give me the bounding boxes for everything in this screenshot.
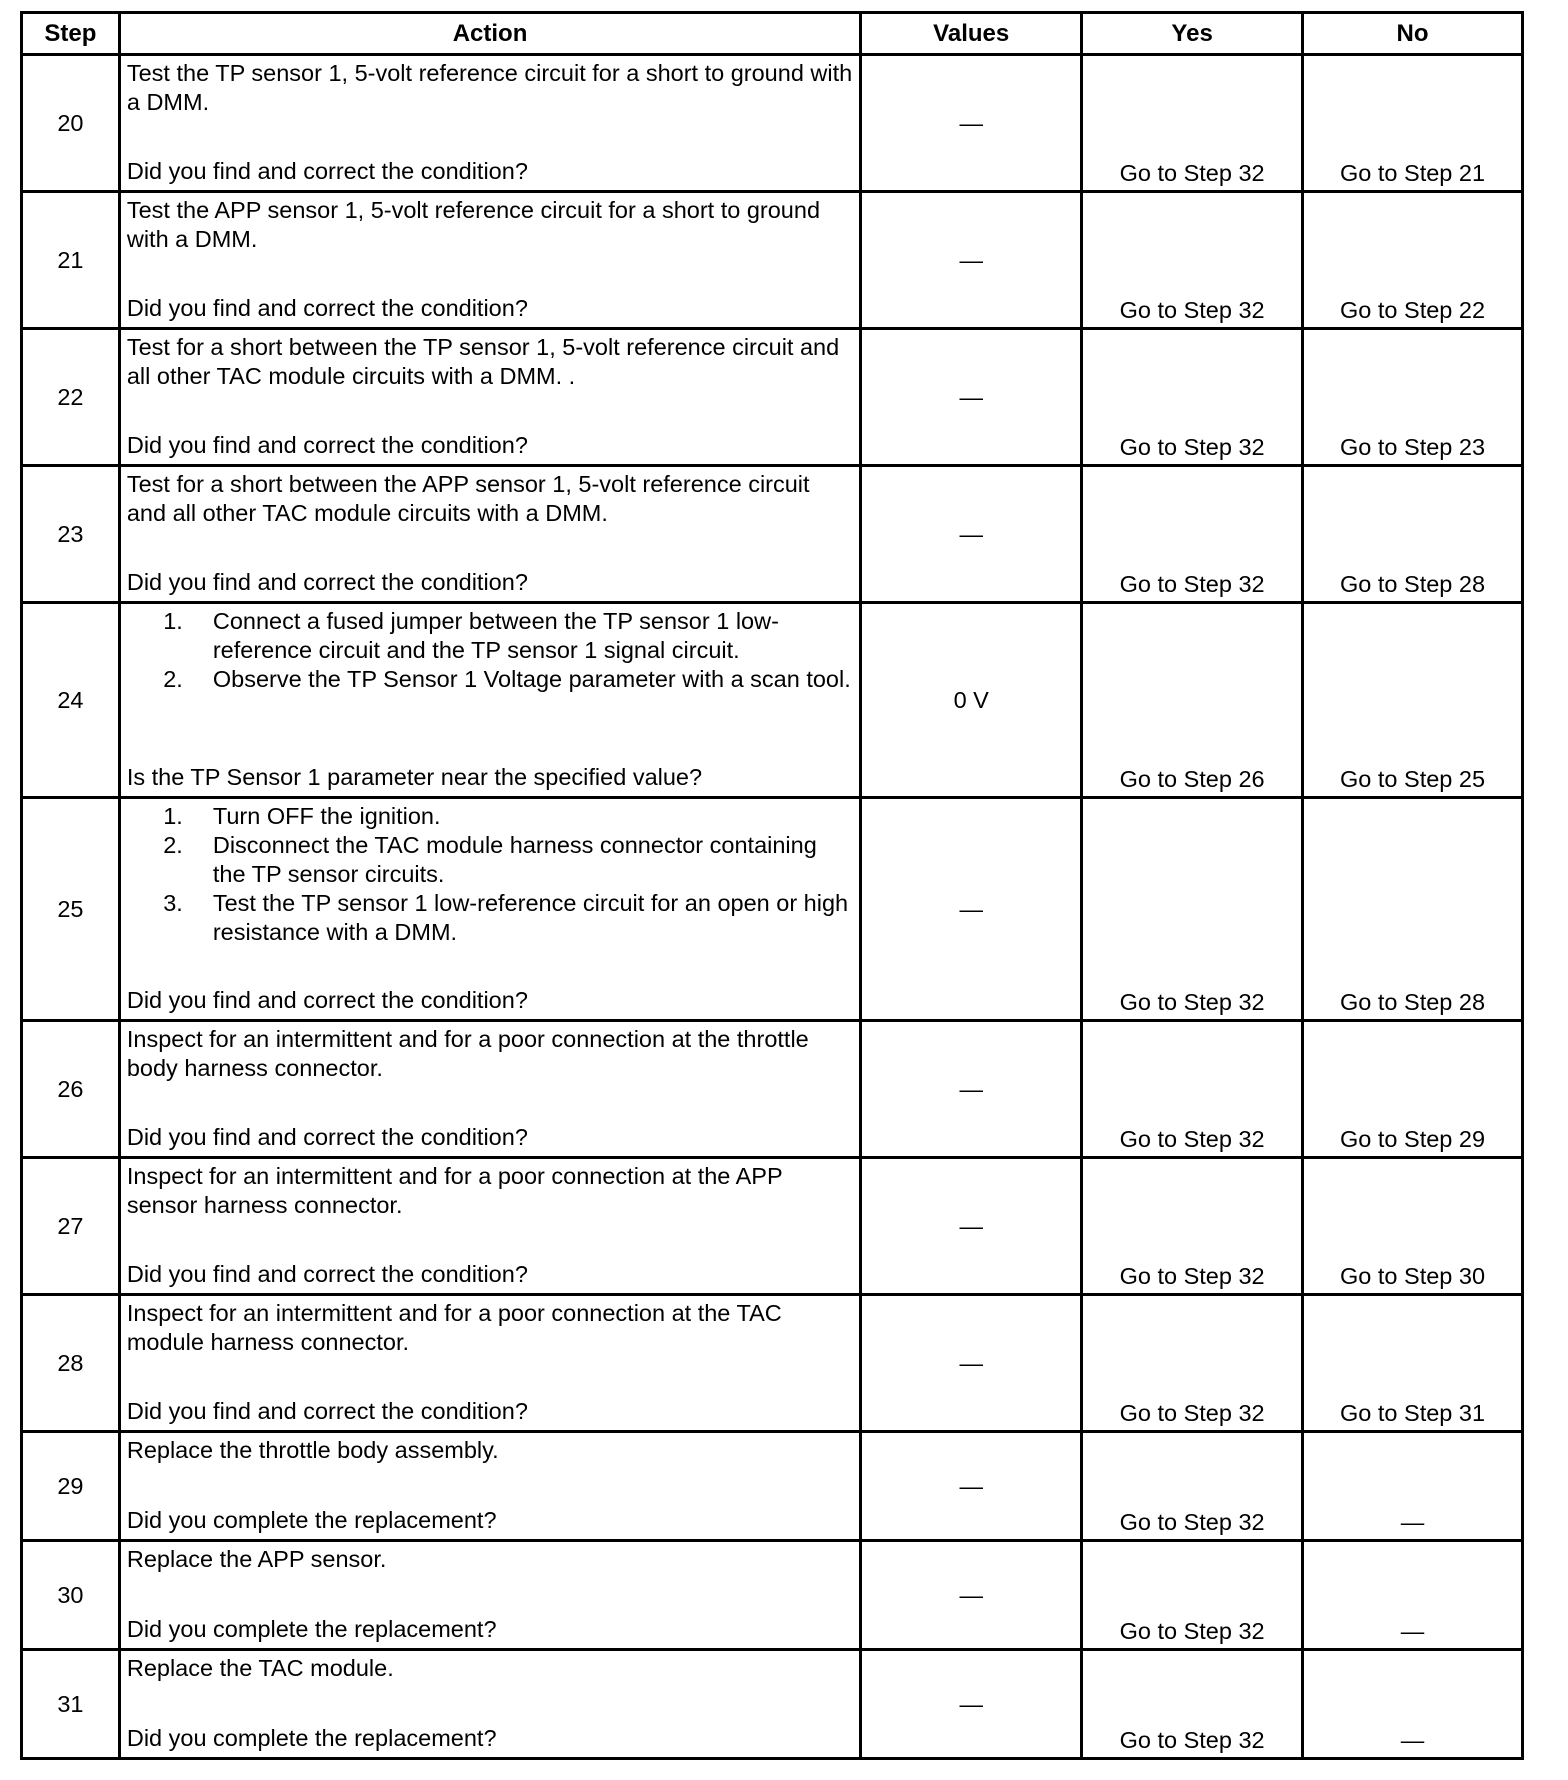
table-row [22, 192, 1523, 329]
action-instructions [127, 1545, 855, 1574]
action-cell [119, 603, 860, 798]
table-row [22, 1650, 1523, 1759]
action-instructions [127, 59, 855, 117]
action-cell [119, 466, 860, 603]
action-instructions [127, 607, 855, 694]
action-text: Test the APP sensor 1, 5-volt reference circuit for a short to ground with a DMM. [126, 197, 821, 252]
action-steps-list [127, 802, 855, 947]
table-row [22, 55, 1523, 192]
action-content [127, 1654, 855, 1753]
action-question: Did you find and correct the condition? [126, 569, 528, 595]
no-result: Go to Step 22 [1303, 192, 1523, 329]
header-yes: Yes [1082, 13, 1303, 55]
action-cell [119, 192, 860, 329]
action-step-number: 2. [163, 832, 183, 858]
value-cell: — [861, 329, 1082, 466]
no-result: Go to Step 25 [1303, 603, 1523, 798]
header-row [22, 13, 1523, 55]
value-cell: — [861, 798, 1082, 1021]
action-question: Did you find and correct the condition? [126, 158, 528, 184]
diagnostic-table [20, 11, 1524, 1760]
action-content [127, 1162, 855, 1289]
value-cell: — [861, 466, 1082, 603]
action-content [127, 802, 855, 1015]
step-number: 25 [22, 798, 120, 1021]
action-text: Inspect for an intermittent and for a poor connection at the TAC module harness connector. [126, 1300, 782, 1355]
action-instructions [127, 470, 855, 528]
action-step-item [127, 665, 855, 694]
yes-result: Go to Step 32 [1082, 1158, 1303, 1295]
yes-result: Go to Step 32 [1082, 192, 1303, 329]
table-row [22, 1432, 1523, 1541]
value-cell: — [861, 1021, 1082, 1158]
yes-result: Go to Step 32 [1082, 1295, 1303, 1432]
action-content [127, 1436, 855, 1535]
action-step-text: Turn OFF the ignition. [212, 803, 441, 829]
action-text: Test for a short between the APP sensor 1, 5-volt reference circuit and all other TAC module circuits with a DMM. [126, 471, 810, 526]
action-text: Test for a short between the TP sensor 1, 5-volt reference circuit and all other TAC module circuits with a DMM. . [126, 334, 840, 389]
action-content [127, 59, 855, 186]
header-action: Action [119, 13, 860, 55]
action-instructions [127, 802, 855, 947]
action-text: Replace the APP sensor. [126, 1546, 387, 1572]
table-row [22, 1158, 1523, 1295]
action-step-item [127, 831, 855, 889]
table-row [22, 1541, 1523, 1650]
action-instructions [127, 333, 855, 391]
yes-result: Go to Step 32 [1082, 1432, 1303, 1541]
action-text: Replace the TAC module. [126, 1655, 394, 1681]
no-result: — [1303, 1432, 1523, 1541]
value-cell: — [861, 1295, 1082, 1432]
yes-result: Go to Step 32 [1082, 1541, 1303, 1650]
no-result: Go to Step 28 [1303, 466, 1523, 603]
step-number: 24 [22, 603, 120, 798]
value-cell: — [861, 1541, 1082, 1650]
action-text: Inspect for an intermittent and for a poor connection at the throttle body harness connector. [126, 1026, 809, 1081]
action-cell [119, 1158, 860, 1295]
action-step-number: 1. [163, 608, 183, 634]
action-step-number: 1. [163, 803, 183, 829]
action-question: Did you complete the replacement? [126, 1725, 497, 1751]
action-question: Is the TP Sensor 1 parameter near the specified value? [126, 764, 703, 790]
table-row [22, 1295, 1523, 1432]
value-cell: — [861, 1158, 1082, 1295]
header-step: Step [22, 13, 120, 55]
action-content [127, 607, 855, 792]
no-result: Go to Step 30 [1303, 1158, 1523, 1295]
table-row [22, 1021, 1523, 1158]
action-instructions [127, 1654, 855, 1683]
header-values: Values [861, 13, 1082, 55]
table-row [22, 329, 1523, 466]
step-number: 29 [22, 1432, 120, 1541]
no-result: Go to Step 29 [1303, 1021, 1523, 1158]
step-number: 21 [22, 192, 120, 329]
header-no: No [1303, 13, 1523, 55]
action-instructions [127, 1025, 855, 1083]
yes-result: Go to Step 26 [1082, 603, 1303, 798]
action-content [127, 1545, 855, 1644]
action-text: Inspect for an intermittent and for a poor connection at the APP sensor harness connector. [126, 1163, 783, 1218]
action-instructions [127, 196, 855, 254]
action-cell [119, 798, 860, 1021]
yes-result: Go to Step 32 [1082, 55, 1303, 192]
action-step-number: 3. [163, 890, 183, 916]
step-number: 30 [22, 1541, 120, 1650]
no-result: Go to Step 31 [1303, 1295, 1523, 1432]
action-instructions [127, 1162, 855, 1220]
yes-result: Go to Step 32 [1082, 1650, 1303, 1759]
action-content [127, 196, 855, 323]
no-result: Go to Step 23 [1303, 329, 1523, 466]
action-question: Did you find and correct the condition? [126, 1124, 528, 1150]
action-step-item [127, 802, 855, 831]
action-question: Did you find and correct the condition? [126, 432, 528, 458]
action-cell [119, 1021, 860, 1158]
action-instructions [127, 1299, 855, 1357]
action-content [127, 470, 855, 597]
action-question: Did you complete the replacement? [126, 1507, 497, 1533]
step-number: 20 [22, 55, 120, 192]
value-cell: 0 V [861, 603, 1082, 798]
action-cell [119, 55, 860, 192]
no-result: Go to Step 28 [1303, 798, 1523, 1021]
table-row [22, 466, 1523, 603]
yes-result: Go to Step 32 [1082, 329, 1303, 466]
step-number: 28 [22, 1295, 120, 1432]
value-cell: — [861, 1650, 1082, 1759]
action-cell [119, 1432, 860, 1541]
table-row [22, 603, 1523, 798]
action-step-text: Disconnect the TAC module harness connector containing the TP sensor circuits. [212, 832, 817, 887]
action-cell [119, 1295, 860, 1432]
table-body [22, 55, 1523, 1759]
step-number: 26 [22, 1021, 120, 1158]
action-instructions [127, 1436, 855, 1465]
action-step-text: Observe the TP Sensor 1 Voltage parameter with a scan tool. [212, 666, 851, 692]
action-content [127, 333, 855, 460]
action-question: Did you complete the replacement? [126, 1616, 497, 1642]
value-cell: — [861, 1432, 1082, 1541]
yes-result: Go to Step 32 [1082, 466, 1303, 603]
action-question: Did you find and correct the condition? [126, 1398, 528, 1424]
step-number: 27 [22, 1158, 120, 1295]
action-step-number: 2. [163, 666, 183, 692]
action-cell [119, 1541, 860, 1650]
yes-result: Go to Step 32 [1082, 1021, 1303, 1158]
step-number: 31 [22, 1650, 120, 1759]
action-step-text: Connect a fused jumper between the TP sensor 1 low-reference circuit and the TP sensor 1 signal circuit. [212, 608, 779, 663]
no-result: Go to Step 21 [1303, 55, 1523, 192]
value-cell: — [861, 192, 1082, 329]
action-cell [119, 1650, 860, 1759]
action-question: Did you find and correct the condition? [126, 1261, 528, 1287]
action-steps-list [127, 607, 855, 694]
action-step-text: Test the TP sensor 1 low-reference circuit for an open or high resistance with a DMM. [212, 890, 849, 945]
action-question: Did you find and correct the condition? [126, 295, 528, 321]
action-content [127, 1025, 855, 1152]
action-step-item [127, 889, 855, 947]
action-cell [119, 329, 860, 466]
yes-result: Go to Step 32 [1082, 798, 1303, 1021]
action-content [127, 1299, 855, 1426]
step-number: 22 [22, 329, 120, 466]
action-step-item [127, 607, 855, 665]
step-number: 23 [22, 466, 120, 603]
action-question: Did you find and correct the condition? [126, 987, 528, 1013]
action-text: Test the TP sensor 1, 5-volt reference circuit for a short to ground with a DMM. [126, 60, 853, 115]
table-row [22, 798, 1523, 1021]
no-result: — [1303, 1541, 1523, 1650]
value-cell: — [861, 55, 1082, 192]
no-result: — [1303, 1650, 1523, 1759]
action-text: Replace the throttle body assembly. [126, 1437, 499, 1463]
